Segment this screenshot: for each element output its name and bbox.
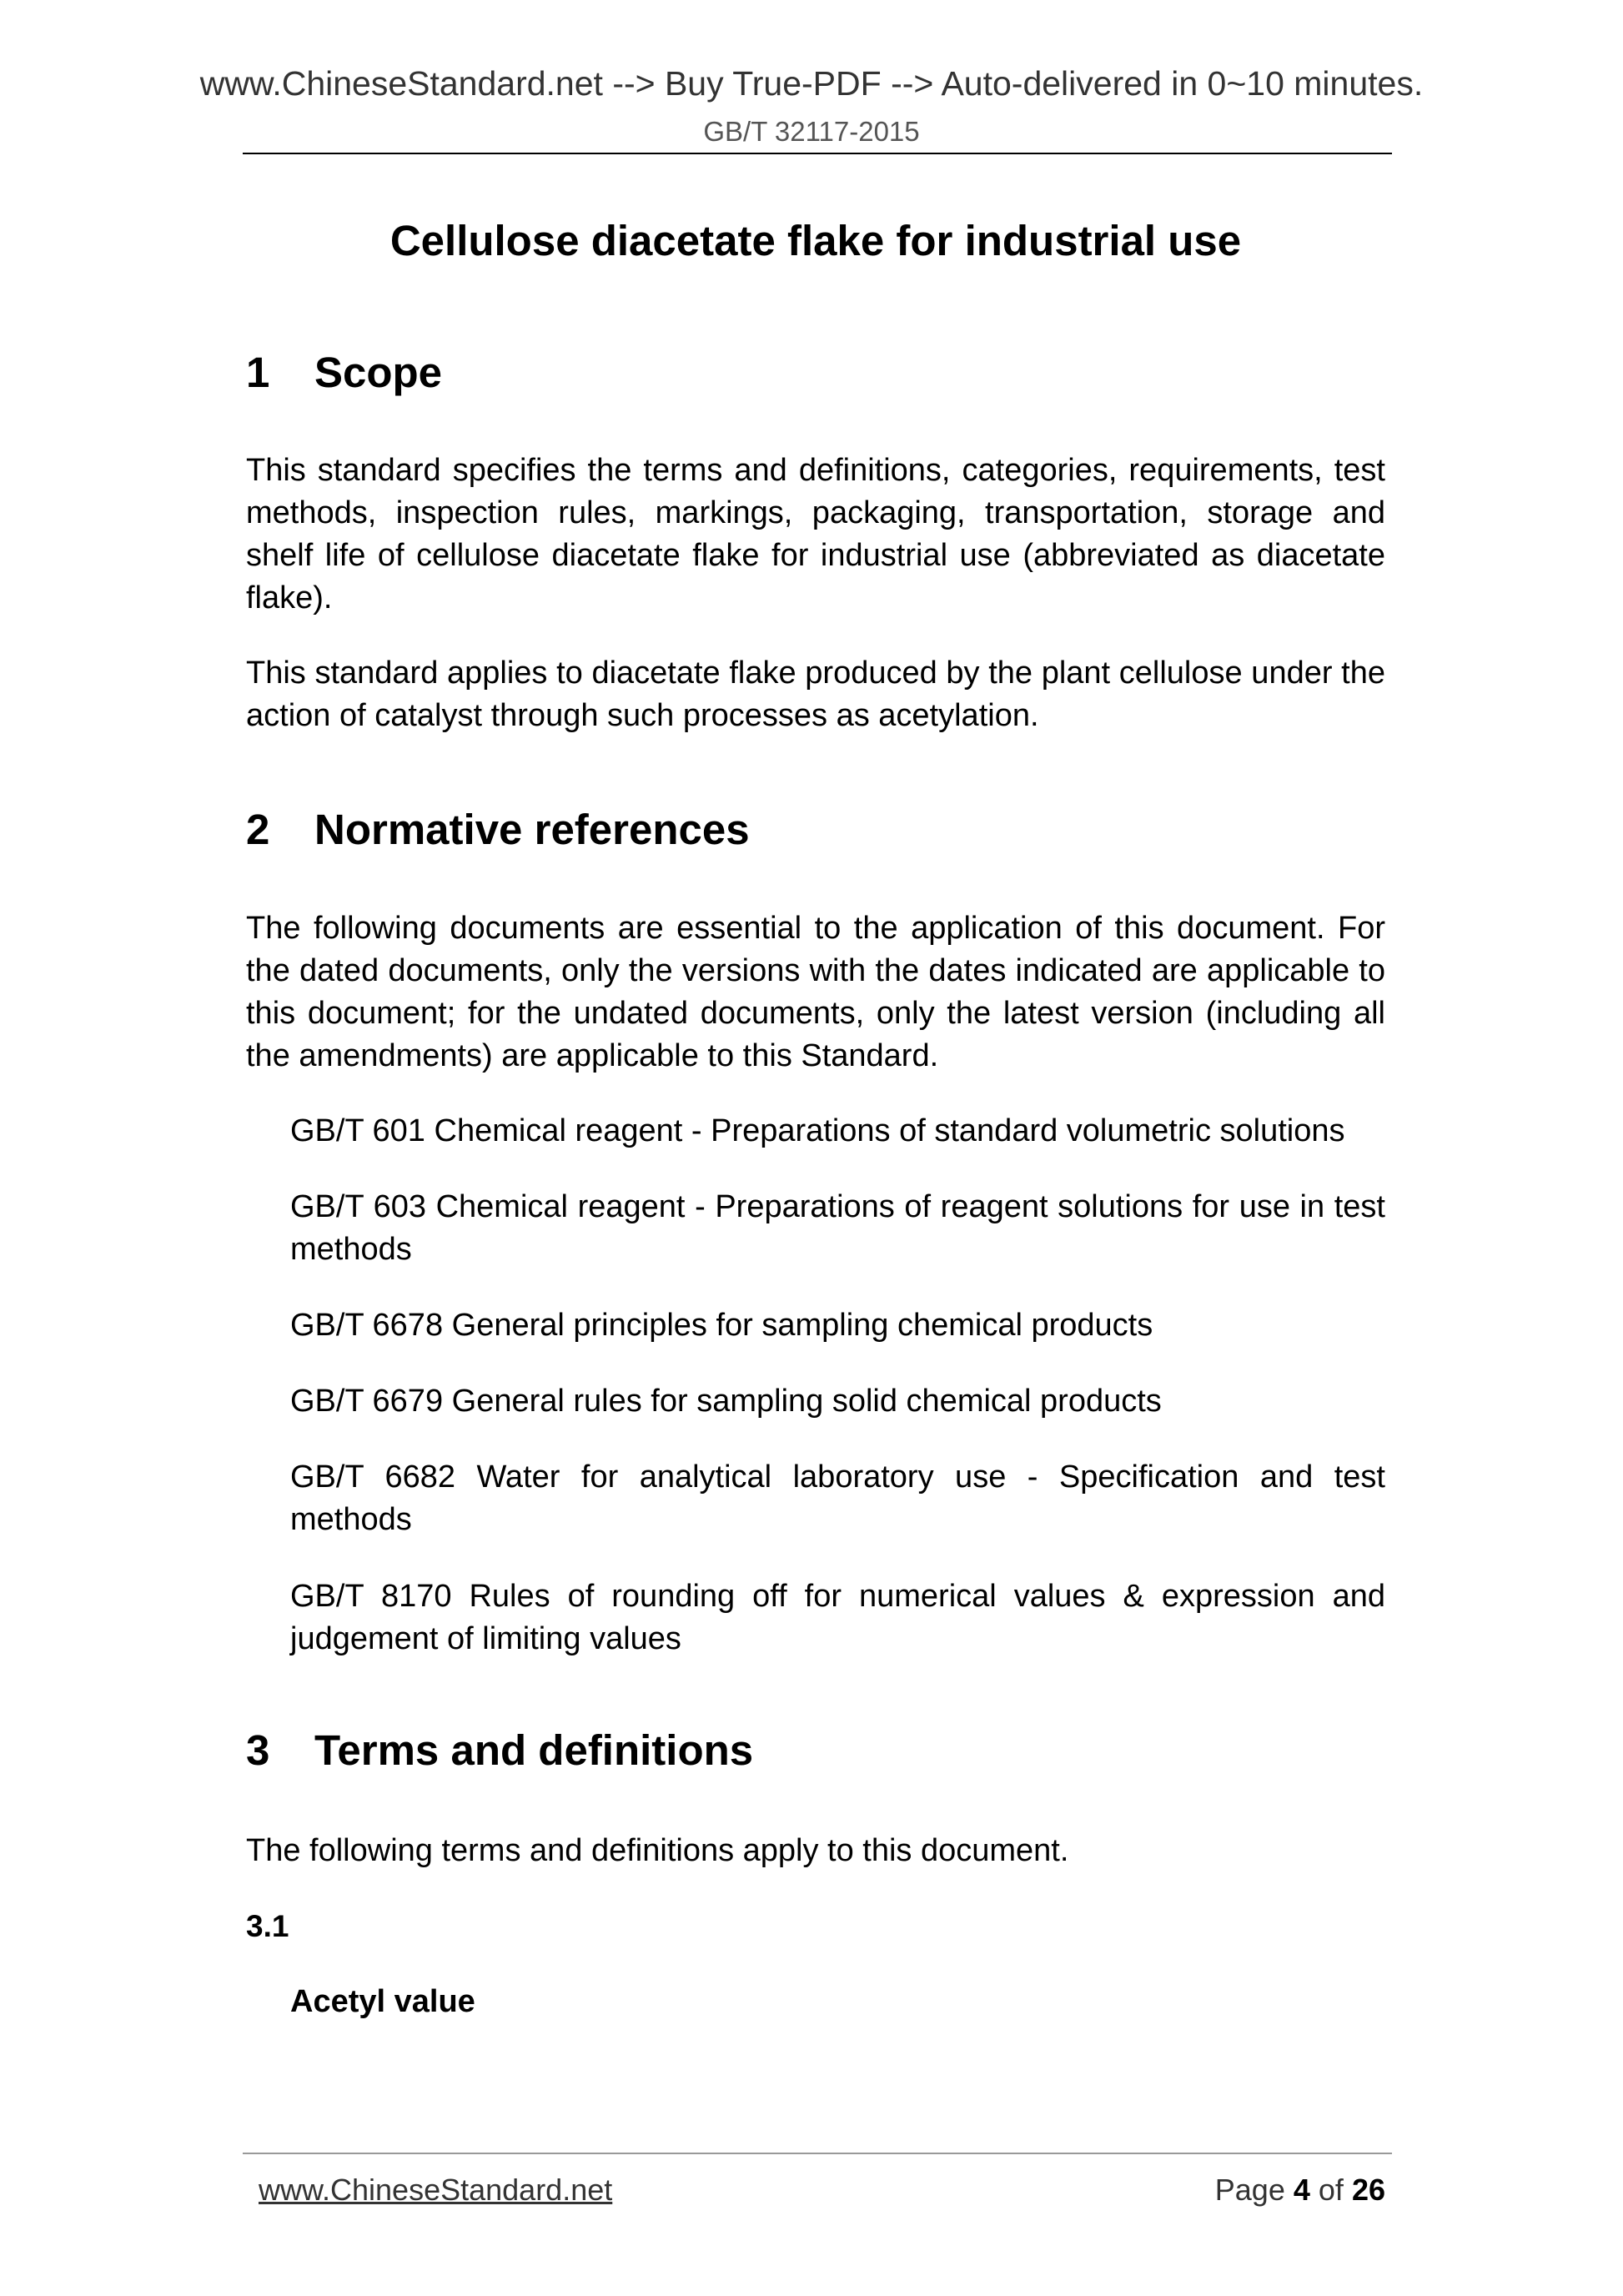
reference-item: GB/T 6678 General principles for sampling chemical products xyxy=(290,1308,1153,1343)
page-word: Page xyxy=(1214,2173,1285,2207)
normative-intro: The following documents are essential to the application of this document. For the dated documents, only the versions with the dates indicated are applicable to this document; for the undated documents, only the latest version (including all the amendments) are applicable to this Standard. xyxy=(246,911,1385,1073)
footer-rule xyxy=(243,2153,1392,2154)
scope-paragraph-2: This standard applies to diacetate flake produced by the plant cellulose under the action of catalyst through such processes as acetylation. xyxy=(246,656,1385,733)
of-word: of xyxy=(1318,2173,1344,2207)
reference-item: GB/T 6682 Water for analytical laboratory use - Specification and test methods xyxy=(290,1459,1385,1537)
section-heading-scope xyxy=(246,347,442,398)
section-heading-terms-and-definitions xyxy=(246,1725,753,1776)
reference-item: GB/T 603 Chemical reagent - Preparations of reagent solutions for use in test methods xyxy=(290,1189,1385,1267)
header-rule xyxy=(243,153,1392,154)
section-title: Normative references xyxy=(314,806,750,853)
page-number: 4 xyxy=(1293,2173,1310,2207)
subclause-number: 3.1 xyxy=(246,1909,289,1943)
header-banner: www.ChineseStandard.net --> Buy True-PDF --> Auto-delivered in 0~10 minutes. xyxy=(199,64,1424,103)
terms-intro: The following terms and definitions apply to this document. xyxy=(246,1833,1069,1868)
reference-item: GB/T 601 Chemical reagent - Preparations of standard volumetric solutions xyxy=(290,1113,1345,1148)
scope-paragraph-1: This standard specifies the terms and definitions, categories, requirements, test methods, inspection rules, markings, packaging, transportation, storage and shelf life of cellulose diacetate flake for industrial use (abbreviated as diacetate flake). xyxy=(246,453,1385,615)
section-number: 1 xyxy=(246,349,270,396)
page-indicator xyxy=(1215,2173,1385,2208)
document-title: Cellulose diacetate flake for industrial use xyxy=(389,217,1242,264)
term-heading: Acetyl value xyxy=(290,1984,475,2019)
section-heading-normative-references xyxy=(246,804,750,855)
header-standard-code: GB/T 32117-2015 xyxy=(703,116,920,147)
page-total: 26 xyxy=(1351,2173,1385,2207)
section-number: 2 xyxy=(246,806,270,853)
section-title: Terms and definitions xyxy=(314,1726,754,1774)
section-number: 3 xyxy=(246,1726,270,1774)
footer-website-link[interactable]: www.ChineseStandard.net xyxy=(259,2173,613,2207)
section-title: Scope xyxy=(314,349,443,396)
reference-item: GB/T 8170 Rules of rounding off for numerical values & expression and judgement of limiting values xyxy=(290,1579,1385,1656)
reference-item: GB/T 6679 General rules for sampling solid chemical products xyxy=(290,1384,1162,1419)
